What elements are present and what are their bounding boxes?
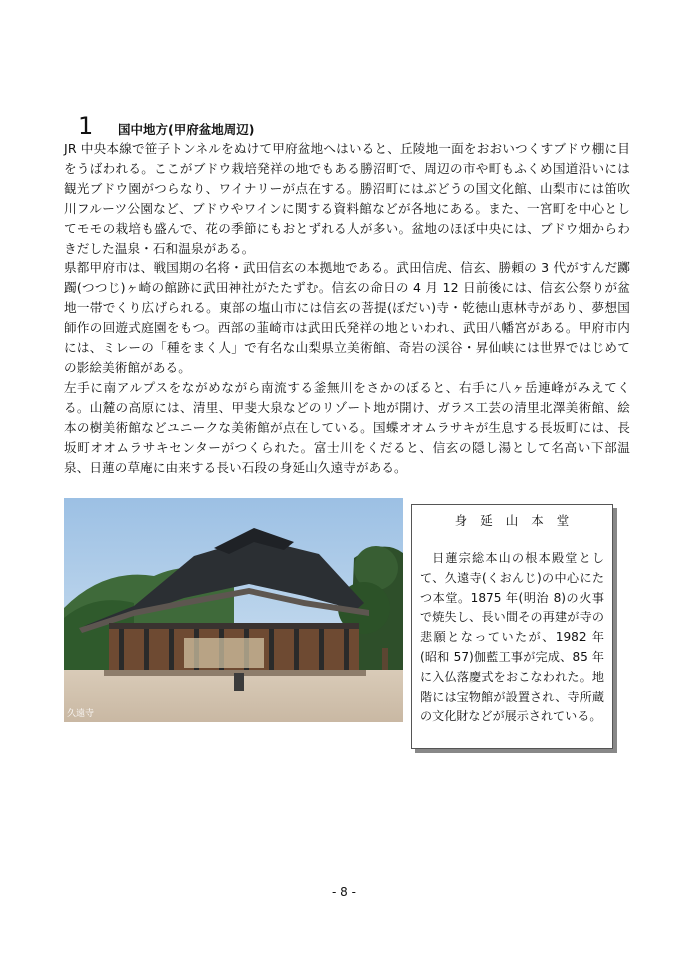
paragraph-3: 左手に南アルプスをながめながら南流する釜無川をさかのぼると、右手に八ヶ岳連峰がみえてくる。山麓の高原には、清里、甲斐大泉などのリゾート地が開け、ガラス工芸の清里北澤美術館、絵本の樹美術館などユニークな美術館が点在している。国蝶オオムラサキが生息する長坂町には、長坂町オオムラサキセンターがつくられた。富士川をくだると、信玄の隠し湯として名高い下部温泉、日蓮の草庵に由来する長い石段の身延山久遠寺がある。: [64, 379, 630, 475]
section-heading: [78, 112, 254, 142]
section-title: 国中地方(甲府盆地周辺): [118, 122, 255, 137]
paragraph-1: JR 中央本線で笹子トンネルをぬけて甲府盆地へはいると、丘陵地一面をおおいつくすブドウ棚に目をうばわれる。ここがブドウ栽培発祥の地でもある勝沼町で、周辺の市や町もふくめ国道沿いには観光ブドウ園がつらなり、ワイナリーが点在する。勝沼町にはぶどうの国文化館、山梨市には笛吹川フルーツ公園など、ブドウやワインに関する資料館などが各地にある。また、一宮町を中心としてモモの栽培も盛んで、花の季節にもおとずれる人が多い。盆地のほぼ中央には、ブドウ畑からわきだした温泉・石和温泉がある。: [64, 141, 630, 256]
info-box-title: 身延山本堂: [454, 513, 583, 528]
body-text: [64, 139, 630, 477]
page-number: - 8 -: [332, 885, 356, 899]
section-number: 1: [78, 112, 94, 140]
temple-photo-image: [64, 498, 403, 722]
paragraph-2: 県都甲府市は、戦国期の名将・武田信玄の本拠地である。武田信虎、信玄、勝頼の 3 代がすんだ躑躅(つつじ)ヶ崎の館跡に武田神社がたたずむ。信玄の命日の 4 月 12 日前後には、信玄公祭りが盆地一帯でくり広げられる。東部の塩山市には信玄の菩提(ぼだい)寺・乾徳山恵林寺があり、夢想国師作の回遊式庭園をもつ。西部の韮崎市は武田氏発祥の地といわれ、武田八幡宮がある。甲府市内には、ミレーの「種をまく人」で有名な山梨県立美術館、奇岩の渓谷・昇仙峡には世界ではじめての影絵美術館がある。: [64, 260, 630, 375]
temple-photo: [64, 498, 403, 722]
info-box-text: 日蓮宗総本山の根本殿堂として、久遠寺(くおんじ)の中心にたつ本堂。1875 年(明治 8)の火事で焼失し、長い間その再建が寺の悲願となっていたが、1982 年(昭和 57)伽藍工事が完成、85 年に入仏落慶式をおこなわれた。地階には宝物館が設置され、寺所蔵の文化財などが展示されている。: [420, 551, 604, 724]
info-box: [411, 504, 613, 749]
photo-caption: 久遠寺: [67, 709, 95, 719]
